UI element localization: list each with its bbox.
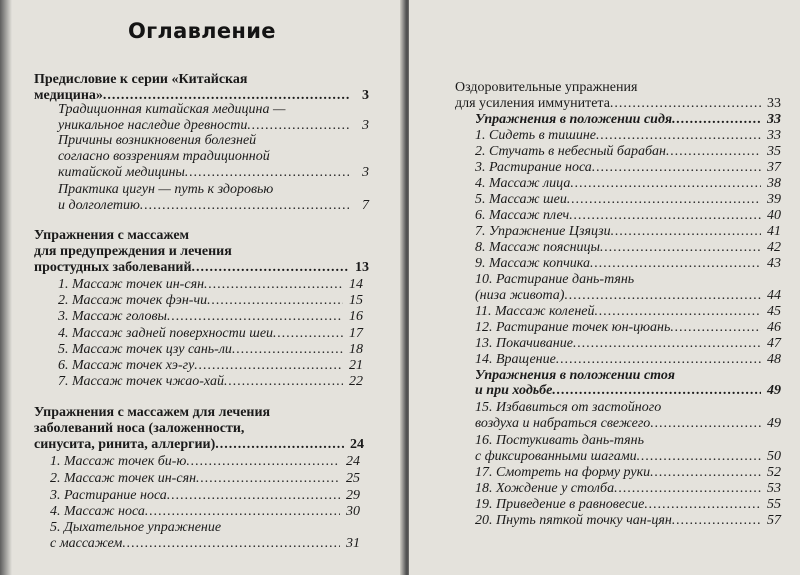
- toc-heading-immunity: для усиления иммунитета ..... 33: [455, 95, 781, 112]
- toc-item: 12. Растирание точек юн-цюань ..... 46: [475, 319, 781, 336]
- toc-item: 2. Массаж точек ин-сян ..... 25: [50, 470, 360, 487]
- toc-item: 2. Стучать в небесный барабан ..... 35: [475, 143, 781, 160]
- toc-item: 6. Массаж точек хэ-гу ..... 21: [58, 357, 363, 374]
- toc-item: 7. Массаж точек чжао-хай ..... 22: [58, 373, 363, 390]
- toc-item: 1. Массаж точек ин-сян ..... 14: [58, 276, 363, 293]
- toc-item: 18. Хождение у столба ..... 53: [475, 480, 781, 497]
- toc-item: 2. Массаж точек фэн-чи ..... 15: [58, 292, 363, 309]
- right-page: [409, 0, 800, 575]
- toc-item: 5. Массаж шеи ..... 39: [475, 191, 781, 208]
- toc-item: 4. Массаж задней поверхности шеи ..... 17: [58, 325, 363, 342]
- toc-heading-standing-line1: Упражнения в положении стоя: [475, 368, 675, 383]
- toc-heading-cold: простудных заболеваний ..... 13: [34, 259, 369, 276]
- toc-item: 15. Избавиться от застойного: [475, 400, 662, 415]
- toc-item: 6. Массаж плеч ..... 40: [475, 207, 781, 224]
- toc-item: с фиксированными шагами ..... 50: [475, 448, 781, 465]
- toc-item: 4. Массаж лица ..... 38: [475, 175, 781, 192]
- toc-heading-preface: медицина» ..... 3: [34, 87, 369, 104]
- toc-item: Причины возникновения болезней: [58, 133, 257, 148]
- toc-heading-sitting: Упражнения в положении сидя ..... 33: [475, 111, 781, 128]
- toc-heading-nose: синусита, ринита, аллергии) ..... 24: [34, 436, 364, 453]
- toc-item: 11. Массаж коленей ..... 45: [475, 303, 781, 320]
- toc-item: 3. Массаж головы ..... 16: [58, 308, 363, 325]
- toc-item: китайской медицины ..... 3: [58, 164, 369, 181]
- toc-item: 3. Растирание носа ..... 29: [50, 487, 360, 504]
- toc-item: 1. Массаж точек би-ю ..... 24: [50, 453, 360, 470]
- toc-item: 16. Постукивать дань-тянь: [475, 433, 644, 448]
- toc-heading-preface-line1: Предисловие к серии «Китайская: [34, 72, 248, 87]
- toc-heading-cold-line2: для предупреждения и лечения: [34, 244, 232, 259]
- toc-item: 1. Сидеть в тишине ..... 33: [475, 127, 781, 144]
- toc-heading-standing: и при ходьбе ..... 49: [475, 382, 781, 399]
- toc-item: воздуха и набраться свежего ..... 49: [475, 415, 781, 432]
- toc-item: согласно воззрениям традиционной: [58, 149, 270, 164]
- page-title: Оглавление: [128, 19, 276, 43]
- toc-item: 17. Смотреть на форму руки ..... 52: [475, 464, 781, 481]
- toc-item: 4. Массаж носа ..... 30: [50, 503, 360, 520]
- toc-item: 8. Массаж поясницы ..... 42: [475, 239, 781, 256]
- toc-item: 9. Массаж копчика ..... 43: [475, 255, 781, 272]
- toc-item: и долголетию ..... 7: [58, 197, 369, 214]
- toc-item: Традиционная китайская медицина —: [58, 102, 286, 117]
- toc-item: Практика цигун — путь к здоровью: [58, 182, 274, 197]
- page-edge-shadow: [0, 0, 12, 575]
- toc-item: 10. Растирание дань-тянь: [475, 272, 635, 287]
- toc-item: 3. Растирание носа ..... 37: [475, 159, 781, 176]
- toc-item: 13. Покачивание ..... 47: [475, 335, 781, 352]
- toc-heading-cold-line1: Упражнения с массажем: [34, 228, 190, 243]
- toc-heading-nose-line2: заболеваний носа (заложенности,: [34, 421, 245, 436]
- toc-item: 5. Массаж точек цзу сань-ли ..... 18: [58, 341, 363, 358]
- toc-item: с массажем ..... 31: [50, 535, 360, 552]
- toc-item: 5. Дыхательное упражнение: [50, 520, 222, 535]
- toc-item: 7. Упражнение Цзяцзи ..... 41: [475, 223, 781, 240]
- toc-item: 14. Вращение ..... 48: [475, 351, 781, 368]
- toc-item: 19. Приведение в равновесие ..... 55: [475, 496, 781, 513]
- toc-item: (низа живота) ..... 44: [475, 287, 781, 304]
- toc-heading-immunity-line1: Оздоровительные упражнения: [455, 80, 638, 95]
- toc-heading-nose-line1: Упражнения с массажем для лечения: [34, 405, 271, 420]
- toc-item: 20. Пнуть пяткой точку чан-цян ..... 57: [475, 512, 781, 529]
- toc-item: уникальное наследие древности ..... 3: [58, 117, 369, 134]
